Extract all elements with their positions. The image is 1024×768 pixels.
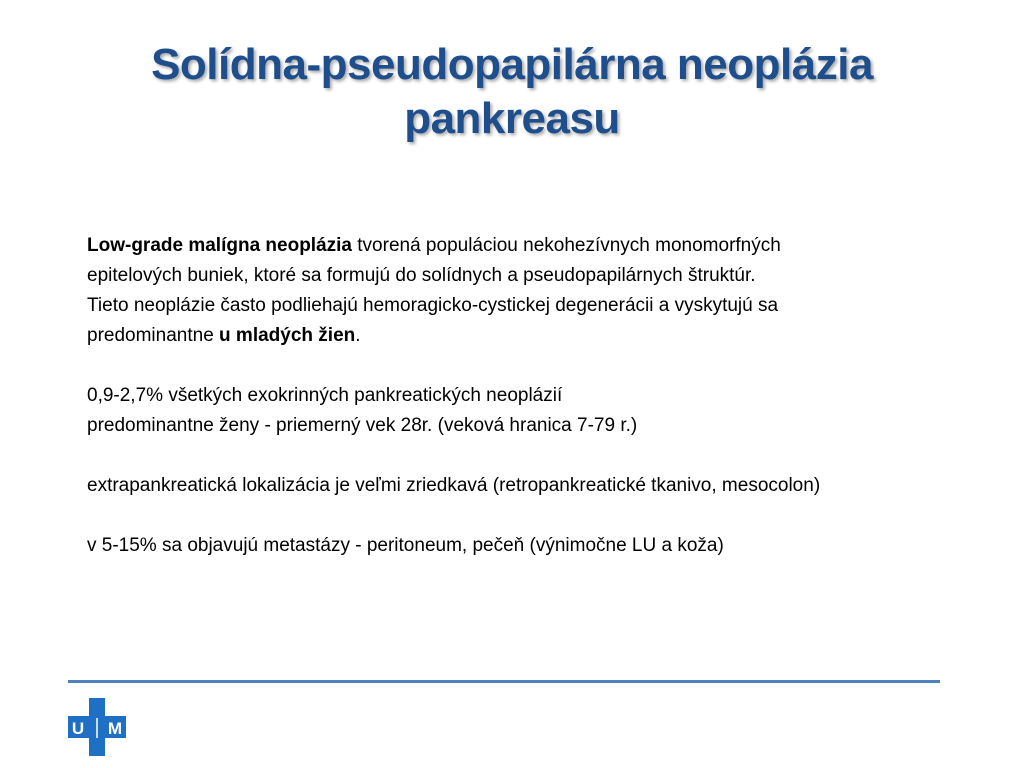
slide-title xyxy=(60,38,964,146)
metastasis-line: v 5-15% sa objavujú metastázy - peritoneum, pečeň (výnimočne LU a koža) xyxy=(87,535,724,556)
title-line-2: pankreasu xyxy=(404,94,620,143)
slide-body xyxy=(87,231,1007,561)
definition-line-2: epitelových buniek, ktoré sa formujú do solídnych a pseudopapilárnych štruktúr. xyxy=(87,265,756,286)
definition-line-3: Tieto neoplázie často podliehajú hemoragicko-cystickej degenerácii a vyskytujú sa xyxy=(87,295,779,316)
spacer xyxy=(87,441,1007,471)
medical-cross-logo-icon xyxy=(68,698,126,756)
paragraph-definition xyxy=(87,231,1007,261)
line4-bold: u mladých žien xyxy=(219,325,356,346)
localization-line: extrapankreatická lokalizácia je veľmi zriedkavá (retropankreatické tkanivo, mesocolon) xyxy=(87,475,821,496)
line4-end: . xyxy=(355,325,361,346)
line4-start: predominantne xyxy=(87,325,220,346)
title-line-1: Solídna-pseudopapilárna neoplázia xyxy=(151,40,873,89)
svg-text:U: U xyxy=(71,719,85,738)
footer-divider xyxy=(68,680,940,683)
spacer xyxy=(87,351,1007,381)
demographics-line: predominantne ženy - priemerný vek 28r. (veková hranica 7-79 r.) xyxy=(87,415,638,436)
bold-intro: Low-grade malígna neoplázia xyxy=(87,235,352,256)
definition-line-4 xyxy=(87,321,1007,351)
incidence-line: 0,9-2,7% všetkých exokrinných pankreatických neoplázií xyxy=(87,385,563,406)
definition-text: tvorená populáciou nekohezívnych monomorfných xyxy=(352,235,781,256)
spacer xyxy=(87,501,1007,531)
svg-text:M: M xyxy=(107,719,123,738)
